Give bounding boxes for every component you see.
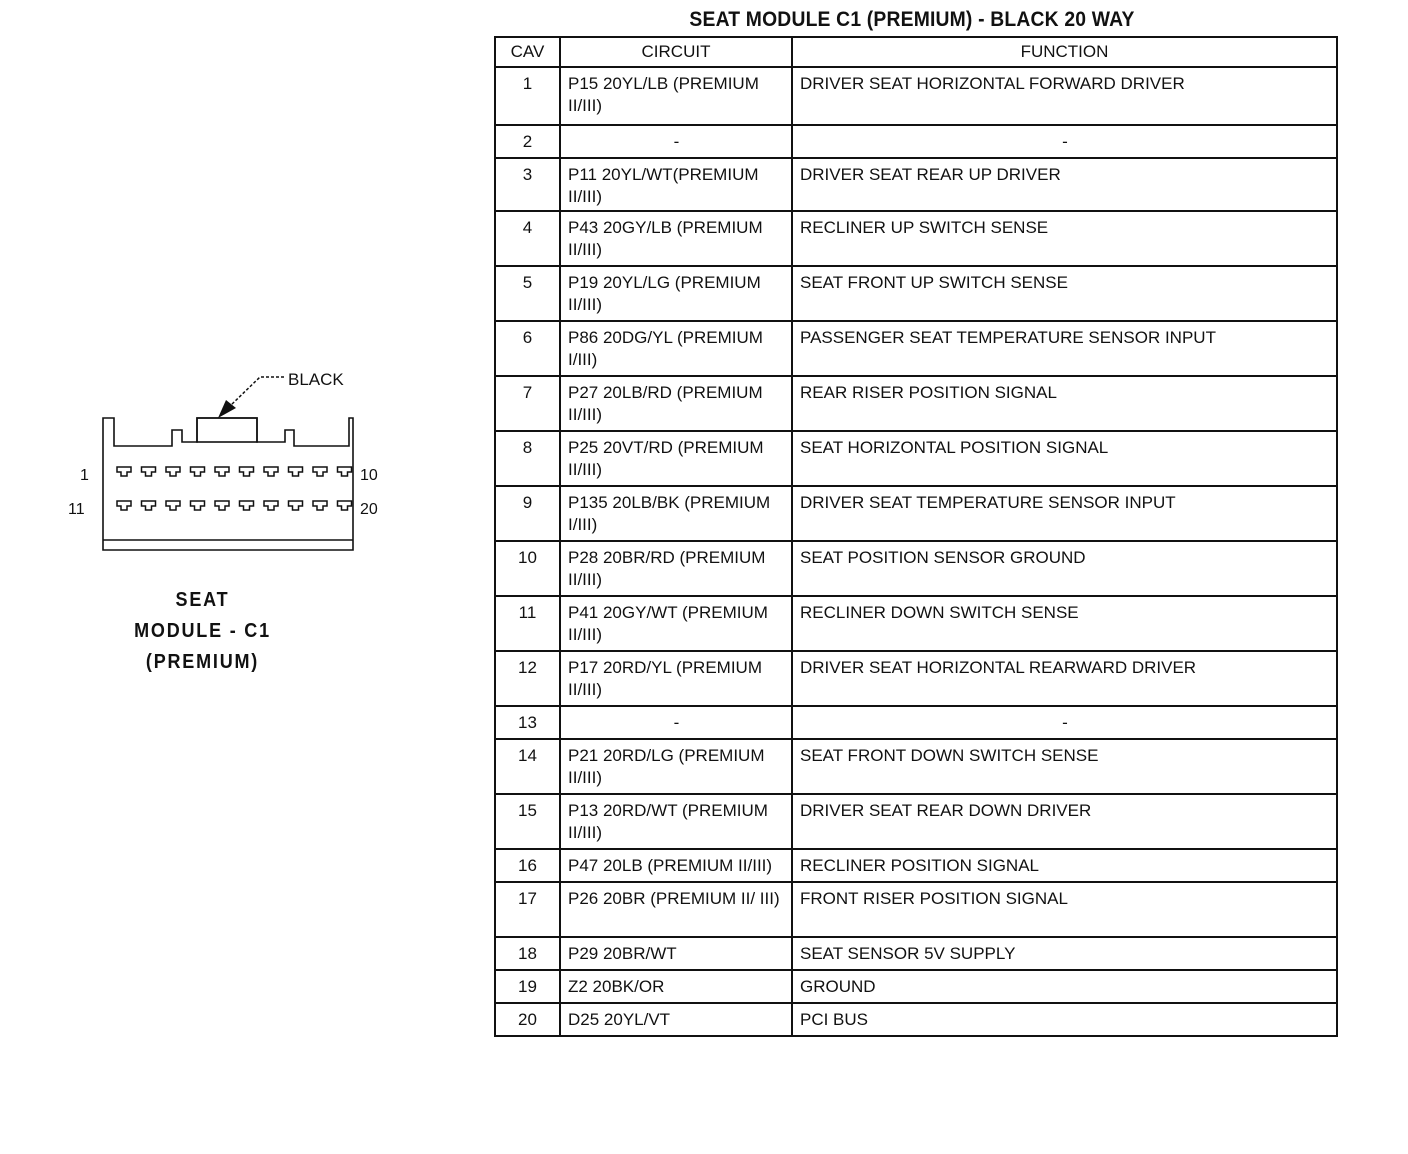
table-row [495,541,1337,596]
top-pin [117,467,131,476]
table-row [495,158,1337,211]
pin-label-10: 10 [360,467,378,484]
cell-cav: 5 [495,266,560,321]
cell-circuit: P15 20YL/LB (PREMIUM II/III) [560,67,792,125]
cell-cav: 15 [495,794,560,849]
cell-cav: 17 [495,882,560,937]
table-row [495,970,1337,1003]
cell-cav: 8 [495,431,560,486]
cell-function: - [792,125,1337,158]
cell-function: PCI BUS [792,1003,1337,1036]
top-pin [240,467,254,476]
table-row [495,211,1337,266]
cell-function: RECLINER DOWN SWITCH SENSE [792,596,1337,651]
connector-caption [110,585,295,678]
top-pin [191,467,205,476]
cell-function: SEAT HORIZONTAL POSITION SIGNAL [792,431,1337,486]
top-pin [264,467,278,476]
top-pin [215,467,229,476]
cell-function: DRIVER SEAT REAR DOWN DRIVER [792,794,1337,849]
cell-function: SEAT FRONT DOWN SWITCH SENSE [792,739,1337,794]
bottom-pin [338,501,352,510]
top-pin [313,467,327,476]
cell-cav: 16 [495,849,560,882]
pin-label-1: 1 [80,467,89,484]
top-pin [142,467,156,476]
table-row [495,849,1337,882]
bottom-pin [191,501,205,510]
cell-function: DRIVER SEAT REAR UP DRIVER [792,158,1337,211]
top-pin [289,467,303,476]
cell-circuit: P41 20GY/WT (PREMIUM II/III) [560,596,792,651]
bottom-pin [264,501,278,510]
cell-cav: 11 [495,596,560,651]
cell-circuit: P25 20VT/RD (PREMIUM II/III) [560,431,792,486]
table-row [495,321,1337,376]
table-row [495,651,1337,706]
cell-function: GROUND [792,970,1337,1003]
table-row [495,431,1337,486]
caption-line-1: SEAT [175,589,230,611]
cell-circuit: - [560,125,792,158]
cell-cav: 14 [495,739,560,794]
cell-cav: 3 [495,158,560,211]
pinout-table [494,36,1338,1037]
table-row [495,794,1337,849]
connector-housing [103,418,353,550]
bottom-pin [240,501,254,510]
cell-function: PASSENGER SEAT TEMPERATURE SENSOR INPUT [792,321,1337,376]
table-row [495,706,1337,739]
table-title: SEAT MODULE C1 (PREMIUM) - BLACK 20 WAY [689,8,1135,31]
table-row [495,376,1337,431]
cell-function: REAR RISER POSITION SIGNAL [792,376,1337,431]
connector-diagram [60,360,380,560]
cell-circuit: P135 20LB/BK (PREMIUM I/III) [560,486,792,541]
cell-circuit: P13 20RD/WT (PREMIUM II/III) [560,794,792,849]
table-header-row [495,37,1337,67]
cell-function: SEAT POSITION SENSOR GROUND [792,541,1337,596]
cell-circuit: P11 20YL/WT(PREMIUM II/III) [560,158,792,211]
cell-cav: 13 [495,706,560,739]
cell-function: DRIVER SEAT HORIZONTAL FORWARD DRIVER [792,67,1337,125]
bottom-pin [142,501,156,510]
cell-function: RECLINER UP SWITCH SENSE [792,211,1337,266]
cell-cav: 9 [495,486,560,541]
top-pin [166,467,180,476]
cell-circuit: P26 20BR (PREMIUM II/ III) [560,882,792,937]
cell-function: - [792,706,1337,739]
black-label: BLACK [288,370,344,389]
cell-function: FRONT RISER POSITION SIGNAL [792,882,1337,937]
cell-circuit: D25 20YL/VT [560,1003,792,1036]
table-row [495,125,1337,158]
table-row [495,486,1337,541]
cell-cav: 20 [495,1003,560,1036]
header-circuit: CIRCUIT [560,37,792,67]
bottom-pin [289,501,303,510]
cell-function: SEAT SENSOR 5V SUPPLY [792,937,1337,970]
latch-tab [197,418,257,442]
table-row [495,1003,1337,1036]
table-row [495,266,1337,321]
cell-circuit: P17 20RD/YL (PREMIUM II/III) [560,651,792,706]
pin-row-top [117,467,352,476]
cell-cav: 1 [495,67,560,125]
cell-cav: 19 [495,970,560,1003]
cell-circuit: - [560,706,792,739]
cell-function: DRIVER SEAT TEMPERATURE SENSOR INPUT [792,486,1337,541]
cell-cav: 4 [495,211,560,266]
black-leader-line [230,377,284,406]
table-row [495,67,1337,125]
pin-label-11: 11 [68,501,85,518]
bottom-pin [313,501,327,510]
cell-cav: 10 [495,541,560,596]
bottom-pin [215,501,229,510]
cell-circuit: P86 20DG/YL (PREMIUM I/III) [560,321,792,376]
table-row [495,739,1337,794]
bottom-pin [117,501,131,510]
cell-circuit: P29 20BR/WT [560,937,792,970]
bottom-pin [166,501,180,510]
caption-line-3: (PREMIUM) [145,651,260,673]
table-row [495,596,1337,651]
cell-circuit: P47 20LB (PREMIUM II/III) [560,849,792,882]
pin-label-20: 20 [360,501,378,518]
table-row [495,937,1337,970]
cell-function: SEAT FRONT UP SWITCH SENSE [792,266,1337,321]
cell-function: RECLINER POSITION SIGNAL [792,849,1337,882]
cell-cav: 18 [495,937,560,970]
table-row [495,882,1337,937]
pin-row-bottom [117,501,352,510]
cell-cav: 12 [495,651,560,706]
cell-circuit: P43 20GY/LB (PREMIUM II/III) [560,211,792,266]
cell-cav: 2 [495,125,560,158]
cell-cav: 6 [495,321,560,376]
cell-circuit: P19 20YL/LG (PREMIUM II/III) [560,266,792,321]
cell-circuit: P21 20RD/LG (PREMIUM II/III) [560,739,792,794]
cell-circuit: P28 20BR/RD (PREMIUM II/III) [560,541,792,596]
cell-function: DRIVER SEAT HORIZONTAL REARWARD DRIVER [792,651,1337,706]
cell-cav: 7 [495,376,560,431]
header-cav: CAV [495,37,560,67]
cell-circuit: P27 20LB/RD (PREMIUM II/III) [560,376,792,431]
header-function: FUNCTION [792,37,1337,67]
top-pin [338,467,352,476]
cell-circuit: Z2 20BK/OR [560,970,792,1003]
caption-line-2: MODULE - C1 [134,620,271,642]
